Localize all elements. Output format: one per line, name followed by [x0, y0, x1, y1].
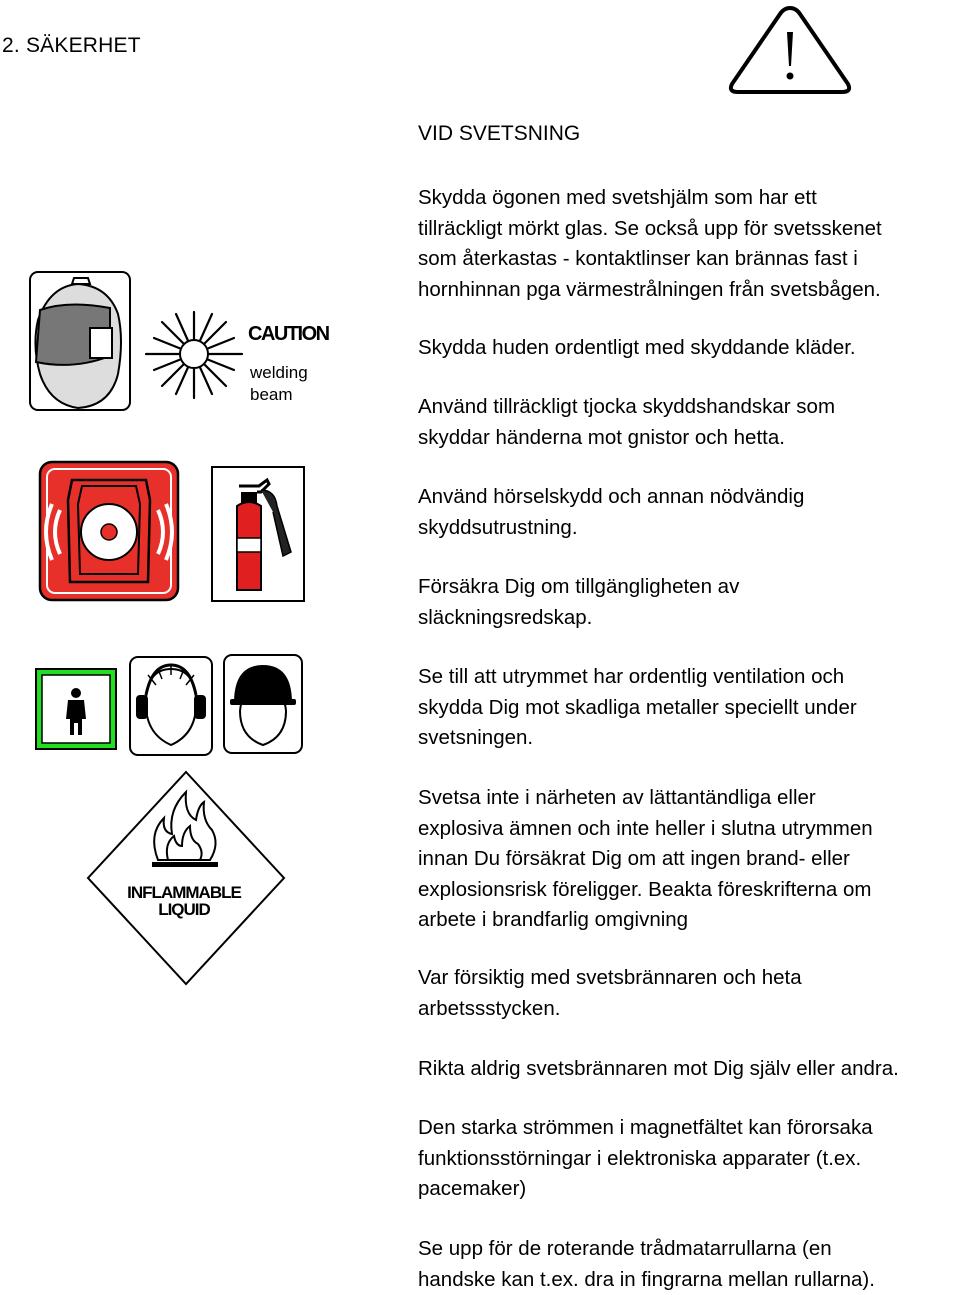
- paragraph-magnetic-field: Den starka strömmen i magnetfältet kan förorsaka funktionsstörningar i elektroniska apparater (t.ex. pacemaker): [418, 1116, 873, 1200]
- inflammable-line-2: LIQUID: [158, 900, 210, 919]
- welding-helmet-icon: [28, 270, 132, 417]
- inflammable-line-1: INFLAMMABLE: [127, 883, 241, 902]
- caution-line-1: welding: [250, 363, 308, 382]
- protective-clothing-icon: [34, 667, 118, 756]
- inflammable-liquid-sign: [84, 770, 288, 991]
- warning-triangle-icon: [724, 2, 856, 98]
- paragraph-flammables: Svetsa inte i närheten av lättantändliga eller explosiva ämnen och inte heller i slutna utrymmen innan Du försäkrat Dig om att ingen brand- eller explosionsrisk föreligger. Beakta föreskrifterna om arbete i brandfarlig omgivning: [418, 786, 873, 931]
- paragraph-aim: Rikta aldrig svetsbrännaren mot Dig själv eller andra.: [418, 1057, 899, 1080]
- paragraph-hearing: Använd hörselskydd och annan nödvändig skyddsutrustning.: [418, 485, 805, 539]
- fire-alarm-icon: [38, 460, 180, 607]
- paragraph-gloves: Använd tillräckligt tjocka skyddshandskar som skyddar händerna mot gnistor och hetta.: [418, 395, 836, 449]
- paragraph-torch: Var försiktig med svetsbrännaren och heta arbetssstycken.: [418, 966, 802, 1020]
- fire-extinguisher-icon: [211, 466, 305, 607]
- page-heading: 2. SÄKERHET: [2, 34, 141, 57]
- caution-welding-beam-sign: [142, 308, 330, 415]
- paragraph-eye-protection: Skydda ögonen med svetshjälm som har ett tillräckligt mörkt glas. Se också upp för svetsskenet som återkastas - kontaktlinser kan brännas fast i hornhinnan pga värmestrålningen från svetsbågen.: [418, 186, 882, 301]
- caution-word: CAUTION: [248, 323, 329, 345]
- paragraph-wire-feed-rollers: Se upp för de roterande trådmatarrullarna (en handske kan t.ex. dra in fingrarna mellan rullarna).: [418, 1237, 875, 1291]
- paragraph-extinguisher: Försäkra Dig om tillgängligheten av släckningsredskap.: [418, 575, 740, 629]
- caution-line-2: beam: [250, 385, 293, 404]
- ear-protection-icon: [128, 655, 214, 762]
- paragraph-skin-protection: Skydda huden ordentligt med skyddande kläder.: [418, 336, 856, 359]
- paragraph-ventilation: Se till att utrymmet har ordentlig ventilation och skydda Dig mot skadliga metaller speciellt under svetsningen.: [418, 665, 857, 749]
- section-subheading: VID SVETSNING: [418, 122, 581, 145]
- hard-hat-icon: [222, 653, 304, 760]
